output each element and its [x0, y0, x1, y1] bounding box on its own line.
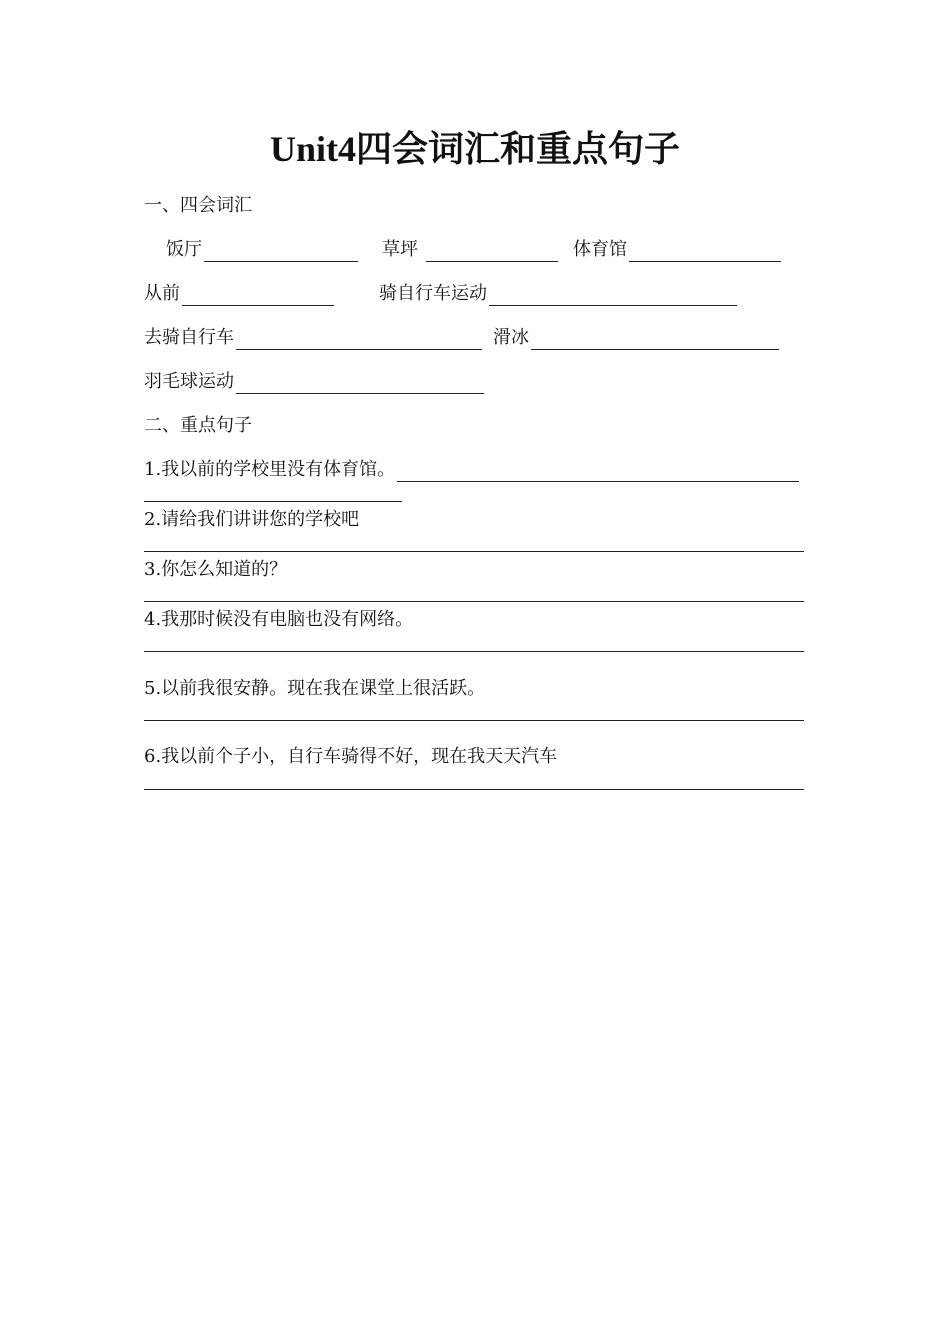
vocab-item — [493, 326, 779, 350]
vocab-word: 草坪 — [382, 239, 418, 260]
vocab-word: 滑冰 — [493, 327, 529, 348]
answer-line[interactable] — [144, 720, 804, 721]
sentence-prompt: 2.请给我们讲讲您的学校吧 — [144, 509, 360, 530]
answer-blank[interactable] — [204, 241, 358, 262]
sentence-prompt: 3.你怎么知道的？ — [144, 559, 288, 580]
answer-blank[interactable] — [426, 241, 558, 262]
sentence-prompt: 6.我以前个子小，自行车骑得不好，现在我天天汽车 — [144, 746, 558, 767]
vocab-item — [144, 326, 482, 350]
answer-blank[interactable] — [236, 373, 484, 394]
vocab-word: 羽毛球运动 — [144, 371, 234, 392]
vocab-item — [573, 238, 781, 262]
vocab-item — [144, 370, 484, 394]
answer-line[interactable] — [144, 501, 402, 502]
sentence-prompt: 5.以前我很安静。现在我在课堂上很活跃。 — [144, 678, 486, 699]
answer-blank[interactable] — [629, 241, 781, 262]
answer-line[interactable] — [144, 651, 804, 652]
vocab-word: 体育馆 — [573, 239, 627, 260]
vocab-word: 饭厅 — [166, 239, 202, 260]
answer-line[interactable] — [144, 551, 804, 552]
vocab-item — [382, 238, 558, 262]
answer-blank[interactable] — [489, 285, 737, 306]
answer-blank[interactable] — [236, 329, 482, 350]
vocab-item — [166, 238, 358, 262]
page-title: Unit4四会词汇和重点句子 — [269, 129, 680, 169]
answer-blank[interactable] — [397, 461, 799, 482]
vocab-word: 从前 — [144, 283, 180, 304]
sentence-prompt: 1.我以前的学校里没有体育馆。 — [144, 459, 396, 480]
vocab-item — [379, 282, 737, 306]
sentence-prompt: 4.我那时候没有电脑也没有网络。 — [144, 609, 414, 630]
vocab-word: 骑自行车运动 — [379, 283, 487, 304]
vocab-item — [144, 282, 334, 306]
section-heading-vocabulary: 一、四会词汇 — [144, 195, 252, 216]
answer-line[interactable] — [144, 789, 804, 790]
sentence-item — [144, 458, 799, 482]
answer-line[interactable] — [144, 601, 804, 602]
section-heading-sentences: 二、重点句子 — [144, 415, 252, 436]
vocab-word: 去骑自行车 — [144, 327, 234, 348]
answer-blank[interactable] — [531, 329, 779, 350]
answer-blank[interactable] — [182, 285, 334, 306]
